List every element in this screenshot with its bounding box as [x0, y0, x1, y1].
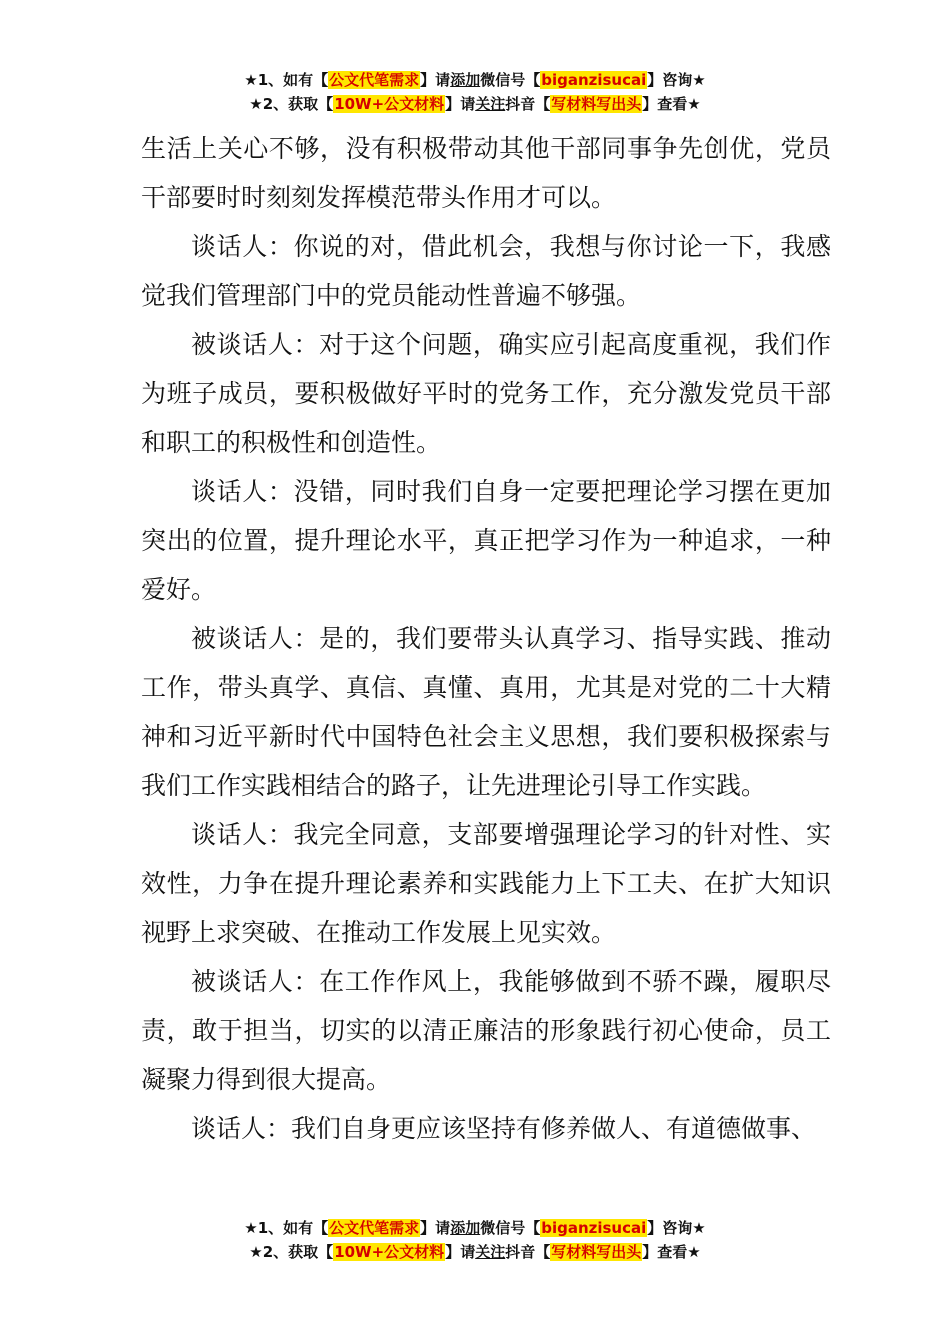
paragraph: 生活上关心不够，没有积极带动其他干部同事争先创优，党员干部要时时刻刻发挥模范带头作用才可以。 — [141, 134, 831, 212]
banner-douyin-id: 写材料写出头 — [551, 1243, 642, 1261]
banner-text: 】请 — [445, 95, 476, 113]
banner-text: ★1、如有【 — [244, 71, 329, 89]
banner-text: 】查看★ — [642, 1243, 701, 1261]
banner-line-2 — [0, 92, 950, 116]
paragraph: 被谈话人：是的，我们要带头认真学习、指导实践、推动工作，带头真学、真信、真懂、真用，尤其是对党的二十大精神和习近平新时代中国特色社会主义思想，我们要积极探索与我们工作实践相结合的路子，让先进理论引导工作实践。 — [141, 624, 831, 800]
paragraph: 谈话人：我们自身更应该坚持有修养做人、有道德做事、 — [191, 1114, 817, 1143]
document-body — [141, 124, 831, 1153]
banner-highlight: 10W+公文材料 — [334, 1243, 445, 1261]
banner-line-2 — [0, 1240, 950, 1264]
banner-highlight: 公文代笔需求 — [329, 1219, 420, 1237]
banner-text: 】请 — [420, 71, 451, 89]
banner-underline: 关注 — [475, 95, 506, 113]
banner-line-1 — [0, 68, 950, 92]
banner-highlight: 公文代笔需求 — [329, 71, 420, 89]
paragraph: 谈话人：没错，同时我们自身一定要把理论学习摆在更加突出的位置，提升理论水平，真正把学习作为一种追求，一种爱好。 — [141, 477, 831, 604]
banner-underline: 关注 — [475, 1243, 506, 1261]
banner-douyin-id: 写材料写出头 — [551, 95, 642, 113]
banner-text: 抖音【 — [505, 1243, 551, 1261]
banner-text: ★2、获取【 — [249, 1243, 334, 1261]
banner-text: 】咨询★ — [647, 71, 706, 89]
banner-text: 微信号【 — [480, 1219, 541, 1237]
paragraph: 谈话人：我完全同意，支部要增强理论学习的针对性、实效性，力争在提升理论素养和实践能力上下工夫、在扩大知识视野上求突破、在推动工作发展上见实效。 — [141, 820, 831, 947]
banner-text: 微信号【 — [480, 71, 541, 89]
banner-underline: 添加 — [450, 1219, 481, 1237]
paragraph: 被谈话人：对于这个问题，确实应引起高度重视，我们作为班子成员，要积极做好平时的党务工作，充分激发党员干部和职工的积极性和创造性。 — [141, 330, 831, 457]
banner-text: 】查看★ — [642, 95, 701, 113]
paragraph: 被谈话人：在工作作风上，我能够做到不骄不躁，履职尽责，敢于担当，切实的以清正廉洁的形象践行初心使命，员工凝聚力得到很大提高。 — [141, 967, 831, 1094]
banner-text: 抖音【 — [505, 95, 551, 113]
banner-line-1 — [0, 1216, 950, 1240]
banner-text: 】请 — [445, 1243, 476, 1261]
banner-wechat-id: biganzisucai — [541, 1219, 647, 1237]
banner-text: ★2、获取【 — [249, 95, 334, 113]
banner-text: 】请 — [420, 1219, 451, 1237]
footer-banner — [0, 1216, 950, 1264]
banner-text: ★1、如有【 — [244, 1219, 329, 1237]
banner-highlight: 10W+公文材料 — [334, 95, 445, 113]
banner-wechat-id: biganzisucai — [541, 71, 647, 89]
header-banner — [0, 68, 950, 116]
banner-underline: 添加 — [450, 71, 481, 89]
paragraph: 谈话人：你说的对，借此机会，我想与你讨论一下，我感觉我们管理部门中的党员能动性普遍不够强。 — [141, 232, 831, 310]
banner-text: 】咨询★ — [647, 1219, 706, 1237]
